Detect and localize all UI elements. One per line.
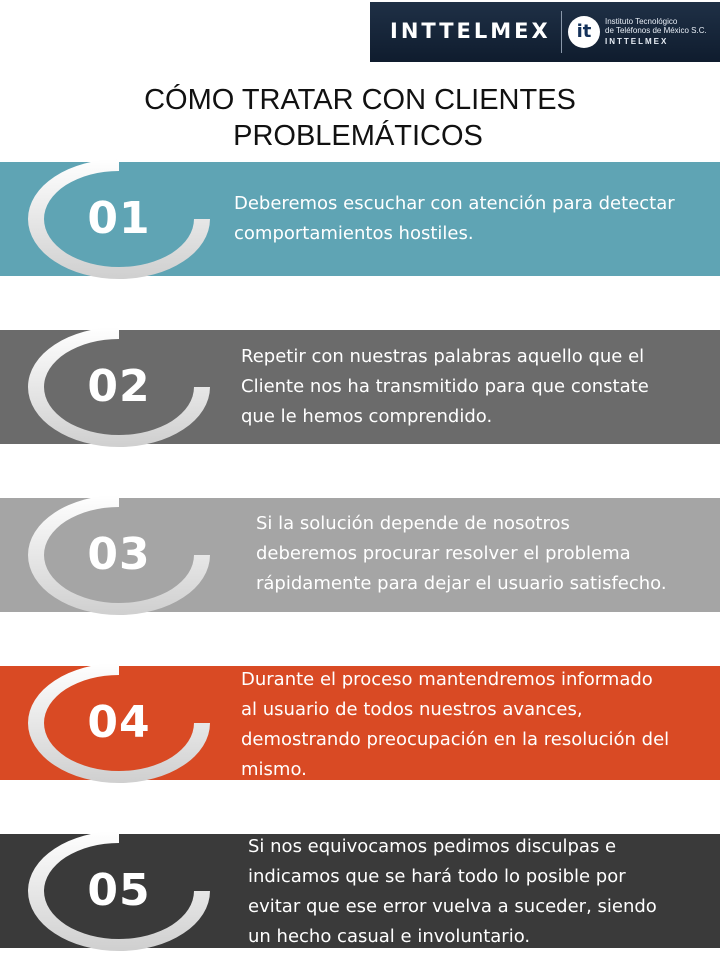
step-number: 05 <box>87 865 151 916</box>
step-03-line-3: rápidamente para dejar el usuario satisfecho. <box>256 573 667 594</box>
step-04-text <box>241 665 669 785</box>
step-number: 04 <box>87 697 151 748</box>
step-number: 02 <box>87 361 151 412</box>
step-02-line-2: Cliente nos ha transmitido para que constate <box>241 376 649 397</box>
logo-subtitle-line2: de Teléfonos de México S.C. <box>605 26 707 35</box>
step-04-line-1: Durante el proceso mantendremos informado <box>241 669 653 690</box>
page-title <box>0 82 720 154</box>
step-03-line-1: Si la solución depende de nosotros <box>256 513 570 534</box>
step-01-line-1: Deberemos escuchar con atención para detectar <box>234 193 675 214</box>
step-03-text <box>256 509 667 599</box>
step-02-text <box>241 342 649 432</box>
logo-divider <box>561 11 562 53</box>
it-logo-icon: it <box>568 16 600 48</box>
inttelmex-logo <box>370 2 720 62</box>
step-number: 03 <box>87 529 151 580</box>
step-05-text <box>248 832 657 952</box>
logo-brand-text: INTTELMEX <box>390 19 551 43</box>
step-05-line-2: indicamos que se hará todo lo posible por <box>248 866 626 887</box>
step-01-line-2: comportamientos hostiles. <box>234 223 474 244</box>
step-05-line-3: evitar que ese error vuelva a suceder, siendo <box>248 896 657 917</box>
title-line-2: PROBLEMÁTICOS <box>233 120 483 152</box>
step-01-text <box>234 189 675 249</box>
logo-subtitle-line3: INTTELMEX <box>605 37 669 46</box>
step-05-line-4: un hecho casual e involuntario. <box>248 926 531 947</box>
step-03-line-2: deberemos procurar resolver el problema <box>256 543 631 564</box>
title-line-1: CÓMO TRATAR CON CLIENTES <box>144 84 576 116</box>
step-04-line-2: al usuario de todos nuestros avances, <box>241 699 583 720</box>
step-04-line-3: demostrando preocupación en la resolución del <box>241 729 670 750</box>
step-04-line-4: mismo. <box>241 759 307 780</box>
step-02-line-3: que le hemos comprendido. <box>241 406 493 427</box>
logo-subtitle-line1: Instituto Tecnológico <box>605 17 678 26</box>
step-05-line-1: Si nos equivocamos pedimos disculpas e <box>248 836 617 857</box>
step-02-line-1: Repetir con nuestras palabras aquello que el <box>241 346 645 367</box>
step-number: 01 <box>87 193 151 244</box>
